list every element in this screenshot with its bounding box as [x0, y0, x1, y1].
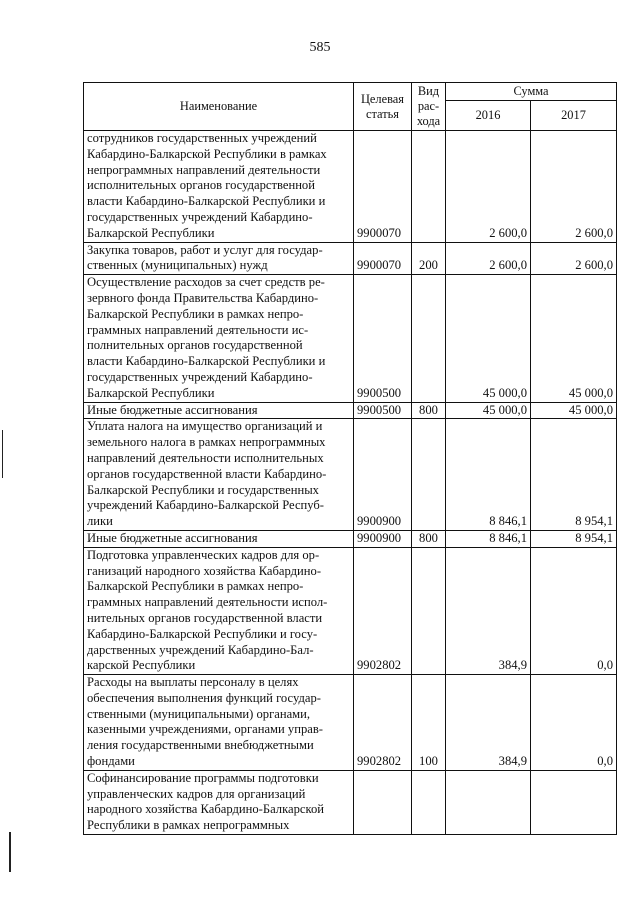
row-name-line: Республики в рамках непрограммных	[87, 818, 290, 833]
row-expense-type	[412, 275, 446, 402]
row-name-line: Расходы на выплаты персоналу в целях	[87, 675, 299, 690]
row-name-line: ления государственными внебюджетными	[87, 738, 314, 753]
row-name-line: сотрудников государственных учреждений	[87, 131, 317, 145]
row-name-line: Балкарской Республики и государственных	[87, 482, 319, 497]
row-sum-2017: 8 954,1	[531, 419, 617, 531]
row-target-code: 9900900	[354, 530, 412, 547]
row-name-line: граммных направлений деятельности ис-	[87, 322, 309, 337]
row-target-code: 9902802	[354, 547, 412, 674]
header-vid	[412, 83, 446, 131]
row-expense-type	[412, 131, 446, 243]
row-sum-2016: 384,9	[446, 675, 531, 771]
table-row	[84, 547, 617, 674]
row-name	[84, 402, 354, 419]
row-name-line: Балкарской Республики	[87, 225, 215, 240]
row-target-code: 9900070	[354, 242, 412, 275]
header-sum: Сумма	[446, 83, 617, 101]
row-sum-2016: 2 600,0	[446, 131, 531, 243]
row-name-line: полнительных органов государственной	[87, 338, 303, 353]
row-name-line: управленческих кадров для организаций	[87, 786, 306, 801]
row-sum-2017: 2 600,0	[531, 131, 617, 243]
margin-mark-top	[2, 430, 3, 478]
row-name-line: дарственных учреждений Кабардино-Бал-	[87, 642, 314, 657]
row-name	[84, 242, 354, 275]
row-sum-2017	[531, 770, 617, 834]
row-sum-2017: 45 000,0	[531, 275, 617, 402]
row-sum-2016: 2 600,0	[446, 242, 531, 275]
row-name-line: казенными учреждениями, органами управ-	[87, 722, 323, 737]
row-target-code: 9900900	[354, 419, 412, 531]
row-name-line: Балкарской Республики	[87, 385, 215, 400]
row-sum-2016: 45 000,0	[446, 275, 531, 402]
row-name-line: государственных учреждений Кабардино-	[87, 369, 313, 384]
row-name-line: органов государственной власти Кабардино-	[87, 466, 327, 481]
row-name-line: народного хозяйства Кабардино-Балкарской	[87, 802, 324, 817]
table-row	[84, 131, 617, 243]
header-target-text: Целевая статья	[360, 91, 405, 121]
row-expense-type: 800	[412, 530, 446, 547]
row-name-line: Закупка товаров, работ и услуг для государ-	[87, 242, 323, 257]
row-name-line: ственных (муниципальных) нужд	[87, 258, 268, 273]
row-target-code: 9902802	[354, 675, 412, 771]
table-row	[84, 419, 617, 531]
row-name-line: граммных направлений деятельности испол-	[87, 595, 328, 610]
row-expense-type	[412, 547, 446, 674]
row-name-line: государственных учреждений Кабардино-	[87, 209, 313, 224]
row-name-line: Софинансирование программы подготовки	[87, 770, 319, 785]
row-name-line: Балкарской Республики в рамках непро-	[87, 579, 304, 594]
row-name-line: власти Кабардино-Балкарской Республики и	[87, 194, 326, 209]
page-number: 585	[309, 40, 331, 55]
margin-mark-bottom	[9, 832, 11, 872]
row-name-line: карской Республики	[87, 658, 196, 673]
row-name	[84, 530, 354, 547]
row-name-line: ганизаций народного хозяйства Кабардино-	[87, 563, 322, 578]
header-year-2017: 2017	[531, 101, 617, 131]
header-target	[354, 83, 412, 131]
row-expense-type: 800	[412, 402, 446, 419]
row-name-line: ственными (муниципальными) органами,	[87, 706, 311, 721]
row-name	[84, 131, 354, 243]
row-name-line: непрограммных направлений деятельности	[87, 162, 321, 177]
row-name-line: направлений деятельности исполнительных	[87, 450, 324, 465]
row-sum-2017: 0,0	[531, 547, 617, 674]
row-name-line: Подготовка управленческих кадров для ор-	[87, 547, 320, 562]
row-sum-2016: 8 846,1	[446, 530, 531, 547]
row-name-line: фондами	[87, 754, 135, 769]
row-sum-2017: 0,0	[531, 675, 617, 771]
row-name	[84, 547, 354, 674]
row-name-line: обеспечения выполнения функций государ-	[87, 690, 321, 705]
row-name	[84, 675, 354, 771]
row-name	[84, 770, 354, 834]
row-name-line: лики	[87, 514, 113, 529]
header-vid-text: Вид рас-хода	[416, 84, 441, 128]
row-name-line: Уплата налога на имущество организаций и	[87, 419, 323, 434]
row-target-code: 9900500	[354, 402, 412, 419]
row-name-line: исполнительных органов государственной	[87, 178, 315, 193]
row-name-line: Балкарской Республики в рамках непро-	[87, 306, 304, 321]
table-row	[84, 402, 617, 419]
row-target-code	[354, 770, 412, 834]
table-row	[84, 770, 617, 834]
row-name	[84, 275, 354, 402]
row-sum-2016: 45 000,0	[446, 402, 531, 419]
table-row	[84, 242, 617, 275]
row-name-line: Иные бюджетные ассигнования	[87, 402, 258, 417]
table-row	[84, 275, 617, 402]
header-name: Наименование	[84, 83, 354, 131]
row-name-line: земельного налога в рамках непрограммных	[87, 435, 326, 450]
row-name-line: Кабардино-Балкарской Республики и госу-	[87, 626, 318, 641]
table-row	[84, 675, 617, 771]
budget-table	[83, 82, 617, 835]
row-name-line: Осуществление расходов за счет средств ре-	[87, 275, 325, 290]
row-target-code: 9900500	[354, 275, 412, 402]
header-year-2016: 2016	[446, 101, 531, 131]
table-row	[84, 530, 617, 547]
row-name-line: учреждений Кабардино-Балкарской Респуб-	[87, 498, 324, 513]
row-sum-2017: 8 954,1	[531, 530, 617, 547]
row-name-line: зервного фонда Правительства Кабардино-	[87, 290, 319, 305]
row-name-line: власти Кабардино-Балкарской Республики и	[87, 354, 326, 369]
row-name-line: Иные бюджетные ассигнования	[87, 530, 258, 545]
row-name-line: Кабардино-Балкарской Республики в рамках	[87, 146, 327, 161]
row-expense-type	[412, 770, 446, 834]
row-expense-type: 100	[412, 675, 446, 771]
row-sum-2016: 8 846,1	[446, 419, 531, 531]
row-sum-2016	[446, 770, 531, 834]
row-expense-type: 200	[412, 242, 446, 275]
row-name	[84, 419, 354, 531]
row-sum-2016: 384,9	[446, 547, 531, 674]
row-sum-2017: 2 600,0	[531, 242, 617, 275]
row-expense-type	[412, 419, 446, 531]
row-name-line: нительных органов государственной власти	[87, 610, 323, 625]
row-target-code: 9900070	[354, 131, 412, 243]
row-sum-2017: 45 000,0	[531, 402, 617, 419]
